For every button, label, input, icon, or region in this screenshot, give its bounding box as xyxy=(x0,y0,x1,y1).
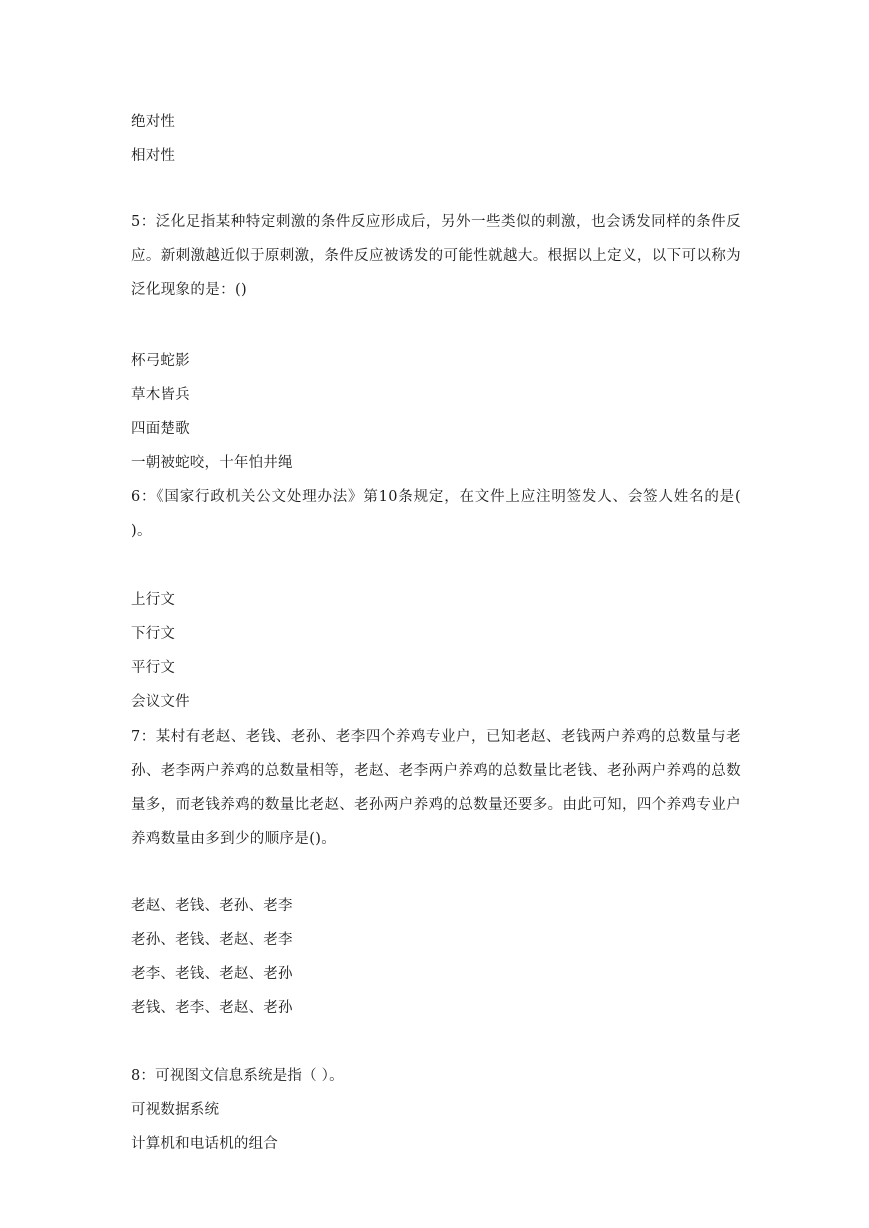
option-text: 老李、老钱、老赵、老孙 xyxy=(131,966,293,982)
option-text: 老钱、老李、老赵、老孙 xyxy=(131,1000,293,1016)
option-text: 下行文 xyxy=(131,626,176,642)
option-text: 一朝被蛇咬，十年怕井绳 xyxy=(131,455,293,471)
option-text: 会议文件 xyxy=(131,694,190,710)
option-text: 杯弓蛇影 xyxy=(131,353,190,369)
option-text: 老孙、老钱、老赵、老李 xyxy=(131,932,293,948)
question-6-text: 6：《国家行政机关公文处理办法》第10条规定，在文件上应注明签发人、会签人姓名的是( )。 xyxy=(131,489,741,539)
option-text: 可视数据系统 xyxy=(131,1102,220,1118)
question-8-text: 8：可视图文信息系统是指（ ）。 xyxy=(131,1068,344,1084)
option-text: 计算机和电话机的组合 xyxy=(131,1136,278,1152)
option-text: 相对性 xyxy=(131,148,176,164)
question-5-text: 5：泛化足指某种特定刺激的条件反应形成后，另外一些类似的刺激，也会诱发同样的条件反应。新刺激越近似于原刺激，条件反应被诱发的可能性就越大。根据以上定义，以下可以称为泛化现象的是：() xyxy=(131,214,741,298)
option-text: 老赵、老钱、老孙、老李 xyxy=(131,898,293,914)
option-text: 草木皆兵 xyxy=(131,387,190,403)
option-text: 上行文 xyxy=(131,592,176,608)
option-text: 四面楚歌 xyxy=(131,421,190,437)
option-text: 绝对性 xyxy=(131,114,176,130)
option-text: 平行文 xyxy=(131,660,176,676)
question-7-text: 7：某村有老赵、老钱、老孙、老李四个养鸡专业户，已知老赵、老钱两户养鸡的总数量与老孙、老李两户养鸡的总数量相等，老赵、老李两户养鸡的总数量比老钱、老孙两户养鸡的总数量多，而老钱养鸡的数量比老赵、老孙两户养鸡的总数量还要多。由此可知，四个养鸡专业户养鸡数量由多到少的顺序是()。 xyxy=(131,729,741,847)
